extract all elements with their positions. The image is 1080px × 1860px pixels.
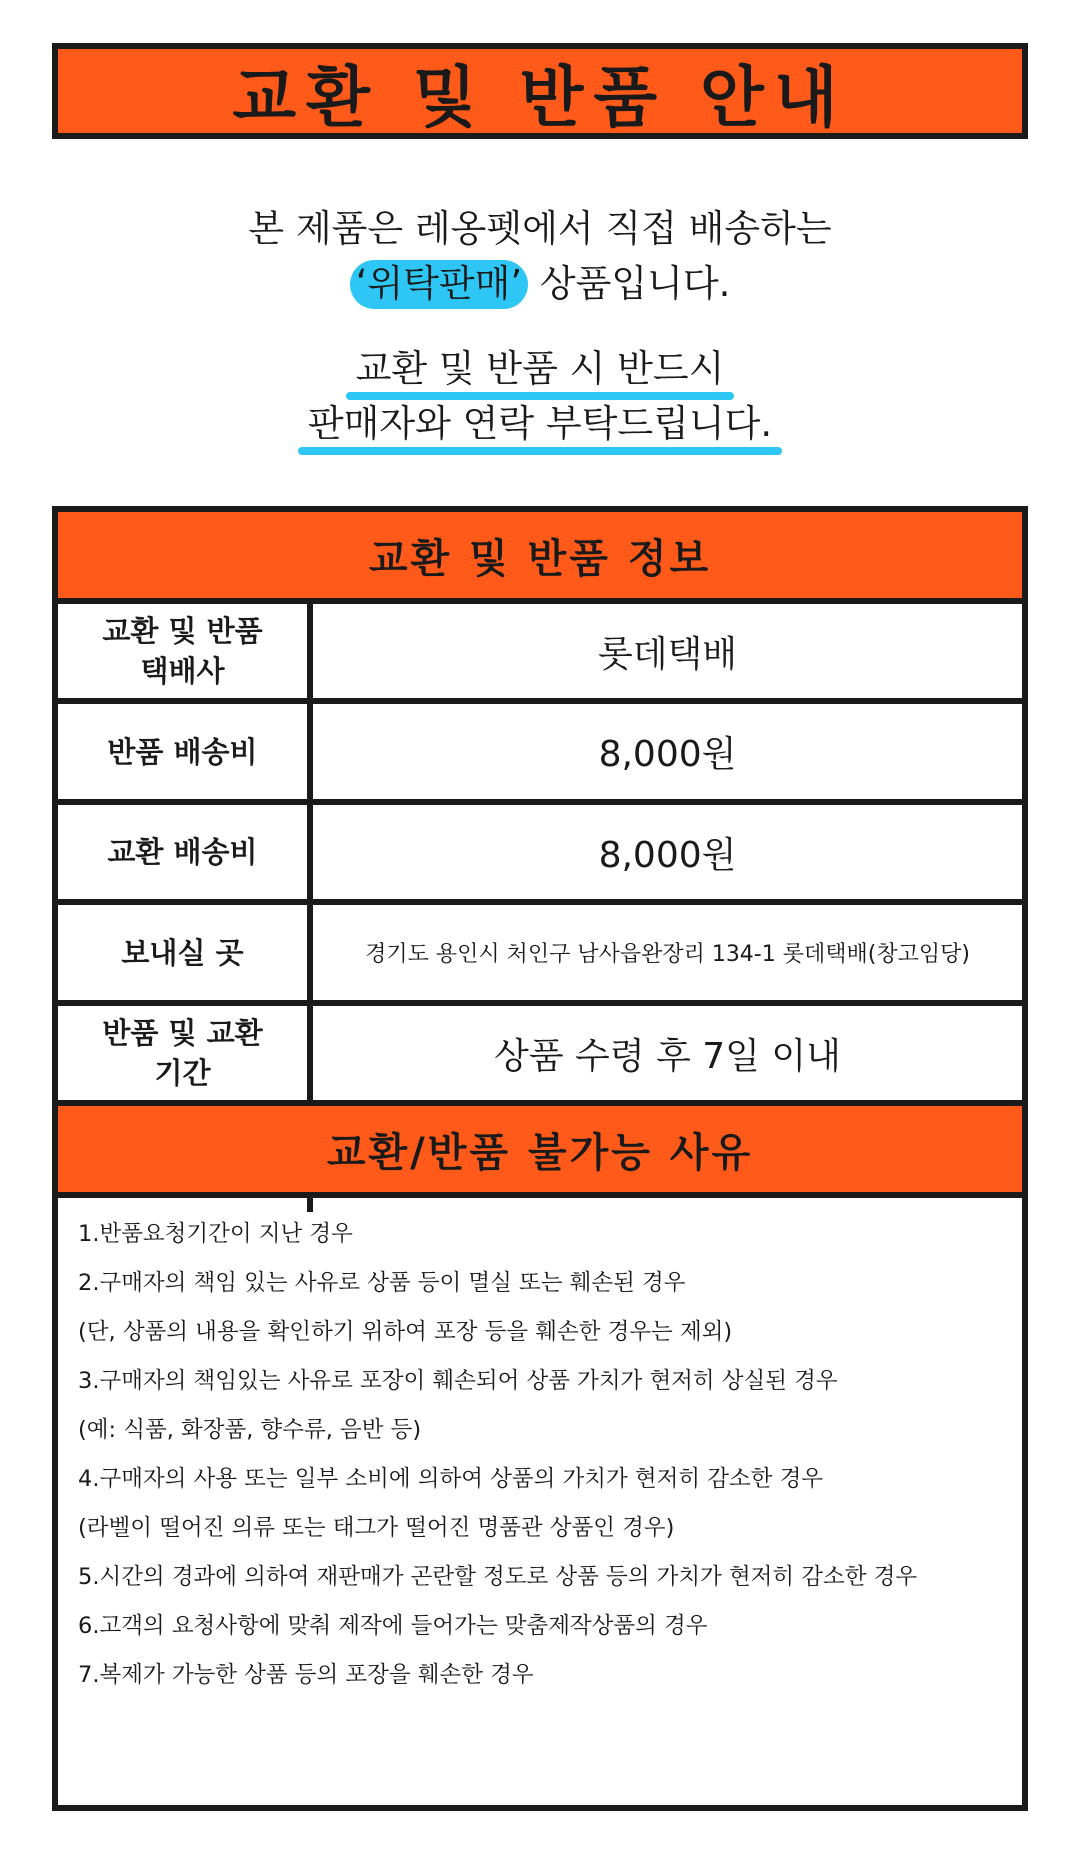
info-row-period: [58, 1006, 1022, 1100]
row-label: [58, 1006, 307, 1100]
label-line: 기간: [154, 1056, 211, 1090]
info-table: [52, 506, 1028, 1811]
row-label: 보내실 곳: [121, 935, 244, 970]
row-label: [58, 604, 307, 698]
notice-text-1: 교환 및 반품 시 반드시: [352, 338, 729, 392]
label-line: 택배사: [140, 654, 225, 688]
row-value: 8,000원: [598, 734, 737, 775]
list-item: (라벨이 떨어진 의류 또는 태그가 떨어진 명품관 상품인 경우): [78, 1515, 675, 1541]
restrictions-list: [78, 1210, 1008, 1700]
info-row-address: [58, 905, 1022, 1000]
list-item: 7.복제가 가능한 상품 등의 포장을 훼손한 경우: [78, 1662, 534, 1688]
info-row-return-fee: [58, 704, 1022, 799]
label-line: 교환 및 반품: [102, 614, 263, 648]
consignment-highlight: ‘위탁판매’: [350, 260, 529, 309]
notice-text-2: 판매자와 연락 부탁드립니다.: [304, 393, 776, 447]
page-title: 교환 및 반품 안내: [232, 58, 848, 136]
divider: [58, 1192, 1022, 1198]
intro-line-2-rest: 상품입니다.: [539, 262, 731, 305]
list-item: 6.고객의 요청사항에 맞춰 제작에 들어가는 맞춤제작상품의 경우: [78, 1613, 708, 1639]
intro-line-1: 본 제품은 레옹펫에서 직접 배송하는: [248, 207, 832, 250]
notice-line-1: [0, 338, 1080, 392]
info-row-courier: [58, 604, 1022, 698]
notice-line-2: [0, 393, 1080, 447]
row-value: 8,000원: [598, 834, 737, 876]
return-address: 경기도 용인시 처인구 남사읍완장리 134-1 롯데택배(창고임당): [365, 942, 970, 967]
label-line: 반품 및 교환: [102, 1016, 263, 1050]
row-label: 반품 배송비: [107, 734, 258, 769]
list-item: 2.구매자의 책임 있는 사유로 상품 등이 멸실 또는 훼손된 경우: [78, 1270, 686, 1296]
list-item: 5.시간의 경과에 의하여 재판매가 곤란할 정도로 상품 등의 가치가 현저히 감소한 경우: [78, 1564, 918, 1590]
row-value: 상품 수령 후 7일 이내: [494, 1035, 841, 1077]
info-row-exchange-fee: [58, 805, 1022, 899]
info-heading: 교환 및 반품 정보: [58, 512, 1022, 598]
list-item: 1.반품요청기간이 지난 경우: [78, 1221, 353, 1247]
row-value: 롯데택배: [597, 633, 738, 675]
title-banner: [52, 43, 1028, 139]
list-item: 4.구매자의 사용 또는 일부 소비에 의하여 상품의 가치가 현저히 감소한 경우: [78, 1466, 824, 1492]
list-item: (예: 식품, 화장품, 향수류, 음반 등): [78, 1417, 422, 1443]
list-item: (단, 상품의 내용을 확인하기 위하여 포장 등을 훼손한 경우는 제외): [78, 1319, 733, 1345]
list-item: 3.구매자의 책임있는 사유로 포장이 훼손되어 상품 가치가 현저히 상실된 경우: [78, 1368, 838, 1394]
row-label: 교환 배송비: [107, 835, 258, 869]
restrictions-heading: 교환/반품 불가능 사유: [58, 1106, 1022, 1192]
intro-line-2: [0, 253, 1080, 307]
